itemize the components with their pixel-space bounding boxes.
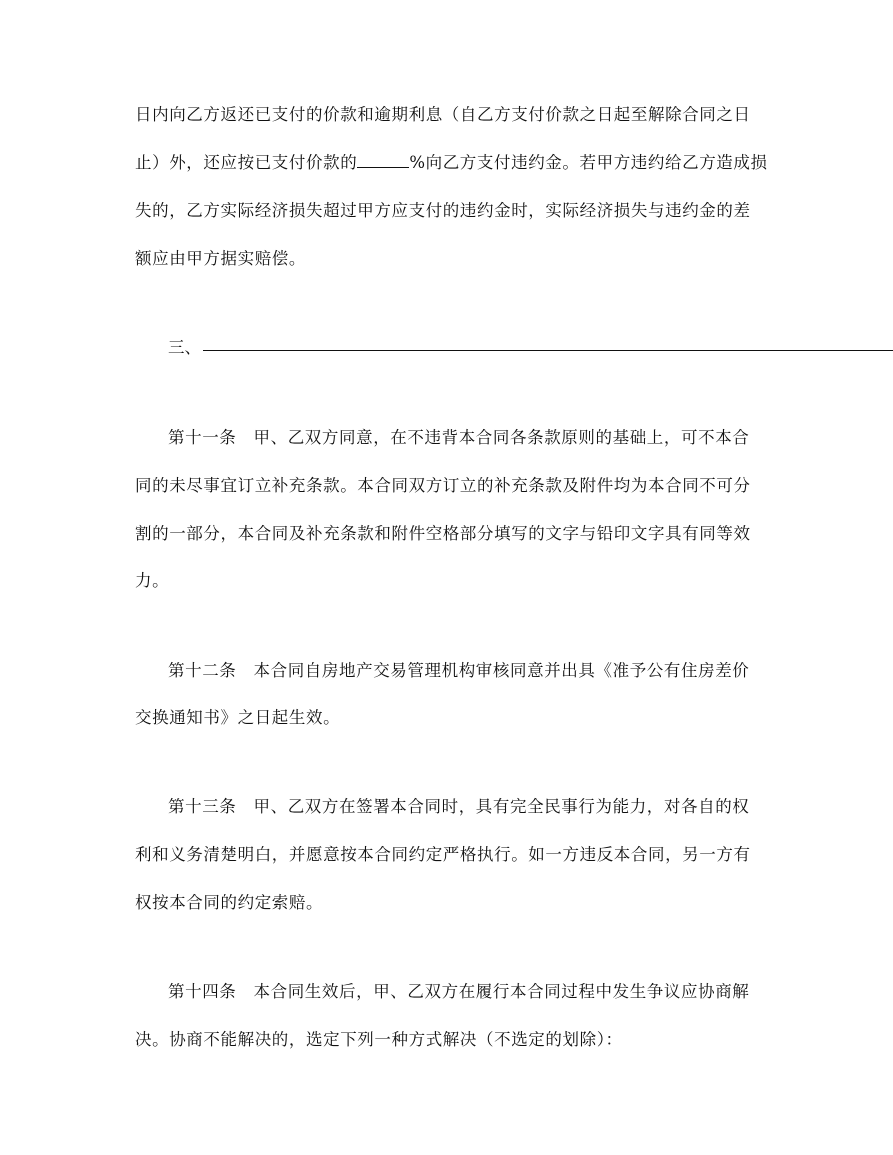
article-11-line-2: 同的未尽事宜订立补充条款。本合同双方订立的补充条款及附件均为本合同不可分 [135, 476, 751, 495]
article-13-line-1: 第十三条 甲、乙双方在签署本合同时，具有完全民事行为能力，对各自的权 [168, 797, 750, 816]
article-10-line-1: 日内向乙方返还已支付的价款和逾期利息（自乙方支付价款之日起至解除合同之日 [135, 105, 751, 124]
article-10-line-4: 额应由甲方据实赔偿。 [135, 249, 306, 268]
section-three-blank-line[interactable] [203, 350, 893, 351]
article-11-line-1: 第十一条 甲、乙双方同意，在不违背本合同各条款原则的基础上，可不本合 [168, 428, 750, 447]
article-10-line-2-part-a: 止）外，还应按已支付价款的 [135, 153, 358, 172]
article-10-line-2-part-b: %向乙方支付违约金。若甲方违约给乙方造成损 [409, 153, 768, 172]
article-14-line-1: 第十四条 本合同生效后，甲、乙双方在履行本合同过程中发生争议应协商解 [168, 982, 750, 1001]
article-11-line-4: 力。 [135, 571, 170, 590]
article-13-line-2: 利和义务清楚明白，并愿意按本合同约定严格执行。如一方违反本合同，另一方有 [135, 845, 751, 864]
article-12-line-1: 第十二条 本合同自房地产交易管理机构审核同意并出具《准予公有住房差价 [168, 661, 750, 680]
article-14-line-2: 决。协商不能解决的，选定下列一种方式解决（不选定的划除）： [135, 1030, 623, 1049]
penalty-percent-blank[interactable] [357, 153, 409, 168]
article-10-line-2 [135, 153, 768, 173]
section-three-label: 三、 [168, 338, 201, 357]
article-10-line-3: 失的，乙方实际经济损失超过甲方应支付的违约金时，实际经济损失与违约金的差 [135, 201, 751, 220]
article-12-line-2: 交换通知书》之日起生效。 [135, 708, 341, 727]
article-13-line-3: 权按本合同的约定索赔。 [135, 893, 324, 912]
article-11-line-3: 割的一部分，本合同及补充条款和附件空格部分填写的文字与铅印文字具有同等效 [135, 524, 751, 543]
